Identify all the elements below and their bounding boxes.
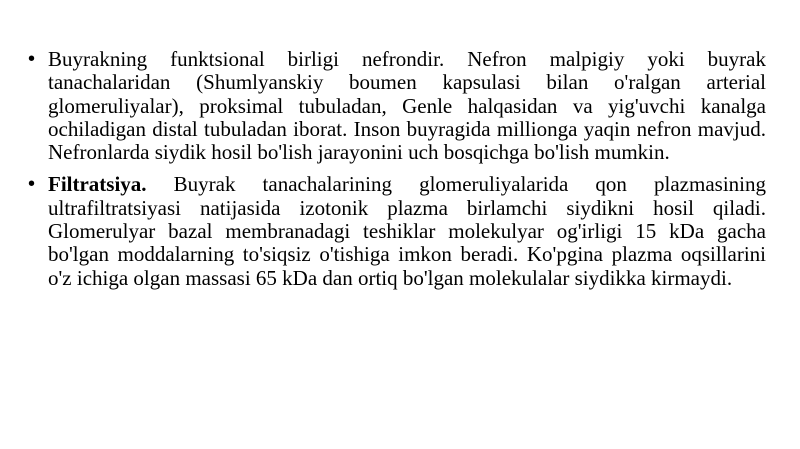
- bullet-list: [26, 48, 766, 299]
- bullet-text: Buyrak tanachalarining glomeruliyalarida qon plazmasining ultrafiltratsiyasi natijasida izotonik plazma birlamchi siydikni hosil qiladi. Glomerulyar bazal membranadagi teshiklar molekulyar og'irligi 15 kDa gacha bo'lgan moddalarning to'siqsiz o'tishiga imkon beradi. Ko'pgina plazma oqsillarini o'z ichiga olgan massasi 65 kDa dan ortiq bo'lgan molekulalar siydikka kirmaydi.: [48, 172, 766, 290]
- bullet-icon: •: [28, 48, 36, 70]
- bullet-icon: •: [28, 173, 36, 196]
- bullet-heading: Filtratsiya.: [48, 172, 147, 197]
- bullet-item-nephron: [26, 48, 766, 164]
- bullet-text: Buyrakning funktsional birligi nefrondir. Nefron malpigiy yoki buyrak tanachalaridan (Shumlyanskiy boumen kapsulasi bilan o'ralgan arterial glomeruliyalar), proksimal tubuladan, Genle halqasidan va yig'uvchi kanalga ochiladigan distal tubuladan iborat. Inson buyragida millionga yaqin nefron mavjud. Nefronlarda siydik hosil bo'lish jarayonini uch bosqichga bo'lish mumkin.: [48, 47, 766, 165]
- bullet-item-filtration: [26, 173, 766, 289]
